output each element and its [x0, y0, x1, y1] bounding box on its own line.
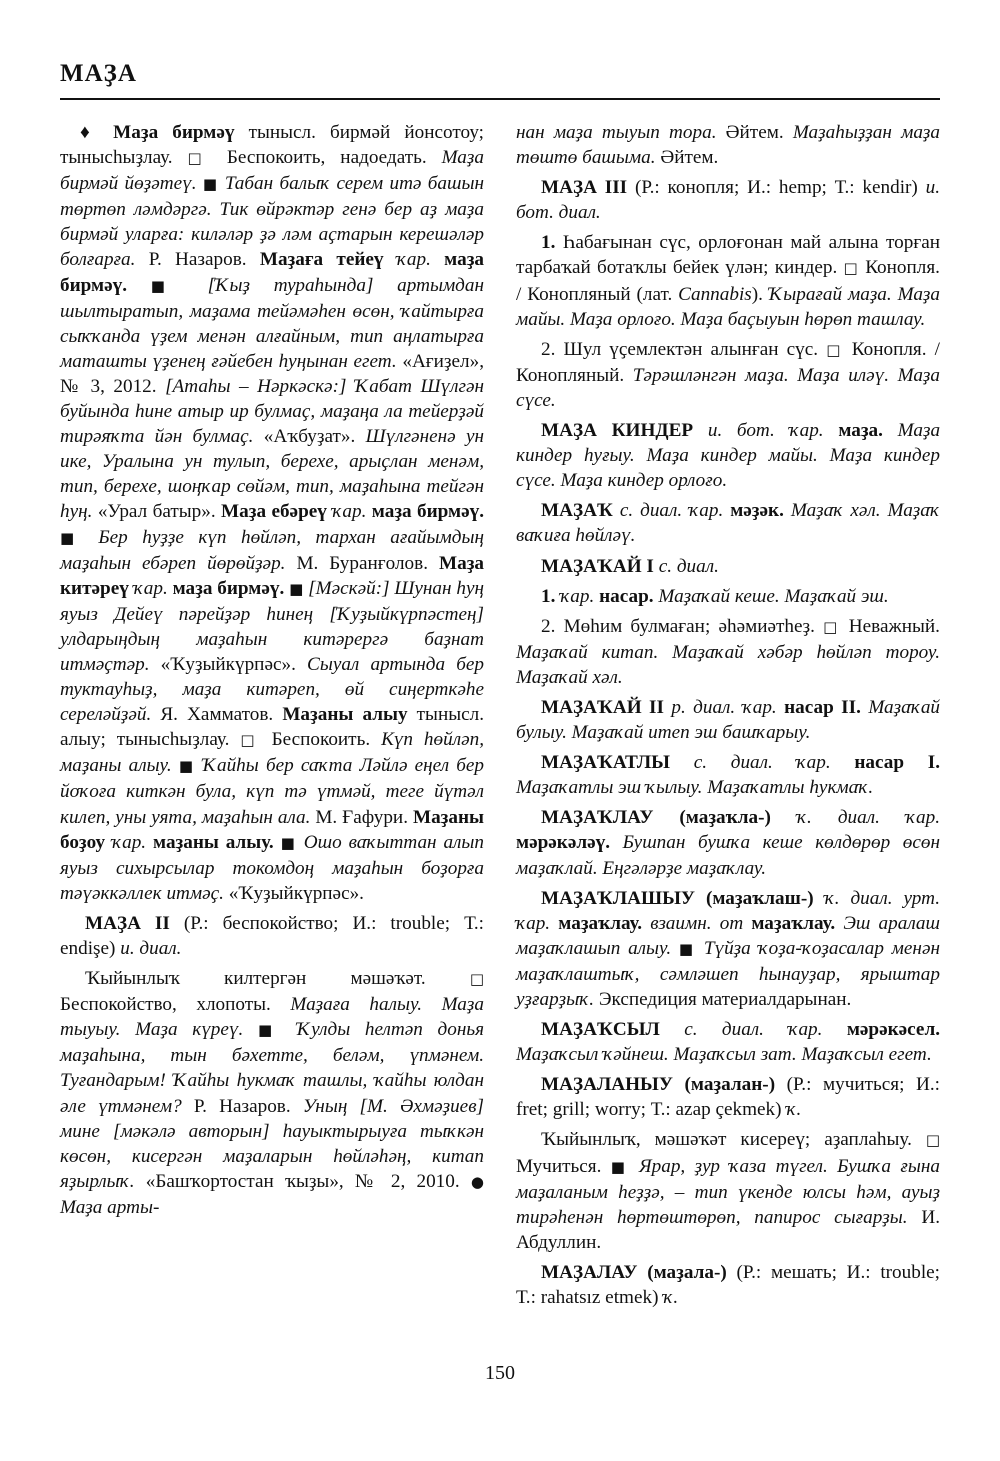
plain-text: [660, 1019, 684, 1040]
italic-text: ҡ. диал. урт. ҡар.: [516, 887, 940, 934]
italic-text: Маҙаға һалыу. Маҙа тыуыу. Маҙа күреү.: [60, 994, 484, 1041]
italic-text: Маҙаҡсыл ҡәйнеш. Маҙаҡсыл зат. Маҙаҡсыл егет.: [516, 1044, 932, 1066]
plain-text: Беспокойство, хлопоты.: [60, 994, 291, 1016]
headword: Маҙаға тейеү: [259, 249, 384, 271]
headword: 1.: [541, 232, 556, 254]
plain-text: [610, 832, 623, 853]
plain-text: Экспедиция материалдарынан.: [594, 989, 852, 1010]
italic-text: [Ҡыҙ тураһында] артымдан шылтыратып, маҙама тейәмәһен өсөн, ҡайтырға сыҡҡанда үҙем менән алғайным, тип аңлатырға маташты үҙенең ғәйебен һуңынан егет.: [60, 274, 485, 372]
plain-text: «Ҡуҙыйкүрпәс».: [223, 882, 364, 904]
example-marker-icon: ■: [178, 757, 196, 776]
italic-text: ҡ.: [786, 1099, 802, 1121]
plain-text: ).: [751, 283, 769, 305]
plain-text: [696, 938, 704, 959]
headword: маҙа бирмәү.: [172, 577, 285, 599]
italic-text: нан маҙа тыуып тора.: [516, 122, 717, 143]
italic-text: Маҙа бирмәй йөҙәтеү.: [60, 147, 484, 195]
dictionary-entry: [516, 1072, 940, 1122]
plain-text: Мучиться.: [516, 1155, 611, 1177]
headword: Маҙаны боҙоу: [60, 806, 484, 853]
header-rule: [60, 98, 940, 100]
dictionary-entry: [516, 498, 940, 548]
translation-marker-icon: □: [240, 731, 261, 750]
headword: МАҘАҠАЙ II: [541, 696, 664, 718]
dictionary-entry: [516, 695, 940, 745]
example-marker-icon: ■: [678, 939, 697, 958]
italic-text: с. диал. ҡар.: [619, 500, 724, 522]
plain-text: «Ҡуҙыйкүрпәс».: [149, 653, 308, 675]
plain-text: (Р.: мешать; И.: trouble; Т.: rahatsız etmek): [516, 1261, 940, 1309]
plain-text: [431, 249, 444, 270]
plain-text: [105, 832, 112, 853]
plain-text: [814, 888, 825, 909]
headword: МАҘА II: [85, 912, 170, 934]
plain-text: тынысл. алыу; тынысһыҙлау.: [60, 704, 484, 751]
plain-text: [146, 832, 153, 853]
italic-text: р. диал. ҡар.: [671, 696, 777, 718]
headword: МАҘАҠ: [541, 500, 613, 522]
headword: МАҘА III: [541, 177, 628, 199]
italic-text: Маҙаҡай булыу. Маҙаҡай итеп эш башҡарыу.: [516, 696, 941, 744]
example-marker-icon: ■: [150, 276, 184, 295]
headword: мәрәкәсел.: [846, 1019, 941, 1041]
plain-text: М. Буранғолов.: [285, 552, 439, 574]
headword: МАҘАҠАТЛЫ: [541, 752, 670, 774]
italic-text: Ҡайһы бер саҡта Ләйлә еңел бер йоҡоға киткән була, күп тә үтмәй, теге йүтәл килеп, уны уята, маҙаһын ала.: [60, 755, 485, 828]
italic-text: Маҙаҡ хәл. Маҙаҡ ваҡиға һөйләү.: [516, 500, 940, 547]
italic-text: Cannabis: [678, 283, 752, 305]
plain-text: Әйтем.: [655, 147, 719, 169]
dictionary-entry: [516, 614, 940, 690]
dictionary-entry: [516, 886, 940, 1012]
italic-text: и. бот. ҡар.: [707, 420, 824, 442]
italic-text: Бер һуҙҙе күп һөйләп, тархан ағайымдың маҙаһын ебәреп йөрөйҙәр.: [60, 526, 484, 574]
plain-text: [613, 500, 620, 521]
italic-text: Маҙаһыҙҙан маҙа төштө башыма.: [516, 122, 941, 169]
italic-text: и. диал.: [120, 938, 182, 959]
plain-text: М. Ғафури.: [310, 806, 413, 828]
plain-text: Неважный.: [840, 615, 940, 637]
plain-text: «Аҡбуҙат».: [253, 426, 366, 448]
italic-text: ҡ. диал. ҡар.: [796, 807, 940, 829]
italic-text: [Мәскәй:] Шунан һуң яуыз Дейеү пәрейҙәр һинең [Ҡуҙыйкүрпәстең] улдарыңдың маҙаһын китәрергә баҙнат итмәҫтәр.: [60, 577, 485, 675]
headword: мәҙәк.: [730, 500, 784, 522]
plain-text: [883, 420, 898, 441]
italic-text: Ҡырағай маҙа. Маҙа майы. Маҙа орлоғо. Маҙа баҫыуын һөрөп ташлау.: [516, 283, 940, 330]
italic-text: с. диал.: [658, 555, 719, 577]
dictionary-entry: [516, 337, 940, 413]
headword: маҙа бирмәү.: [371, 501, 485, 523]
dictionary-entry: [516, 418, 940, 493]
plain-text: Һабағынан сүс, орлоғонан май алына торған тарбаҡай ботаҡлы бейек үлән; киндер.: [516, 232, 940, 279]
plain-text: [172, 755, 179, 776]
example-marker-icon: ■: [280, 833, 297, 852]
headword: мәрәкәләү.: [516, 832, 611, 854]
plain-text: Р. Назаров.: [135, 249, 260, 271]
dictionary-entry: [516, 750, 940, 800]
plain-text: [630, 1156, 639, 1177]
plain-text: Беспокоить.: [260, 729, 382, 751]
plain-text: Р. Назаров.: [181, 1095, 303, 1117]
translation-marker-icon: □: [843, 259, 860, 278]
example-marker-icon: ■: [610, 1157, 630, 1176]
headword: Маҙаны алыу: [282, 704, 408, 726]
italic-text: Түйҙа ҡоҙа-ҡоҙасалар менән маҙаҡлаштыҡ, сәмләшеп һынауҙар, ярыштар уҙғарҙыҡ.: [516, 937, 940, 1010]
dictionary-entry: [516, 1260, 940, 1310]
headword: Маҙа китәреү: [60, 552, 484, 599]
plain-text: Конопля. / Конопляный.: [516, 338, 940, 386]
translation-marker-icon: □: [925, 1131, 940, 1150]
plain-text: [771, 807, 797, 828]
plain-text: «Башҡортостан ҡыҙы», № 2, 2010.: [134, 1170, 471, 1192]
right-column: [516, 120, 940, 1315]
italic-text: и. бот. диал.: [516, 177, 940, 224]
headword: МАҘАҠАЙ I: [541, 555, 654, 577]
plain-text: [693, 420, 708, 441]
italic-text: Шүлгәненә ун ике, Уралына ун тулып, берехе, арыҫлан менәм, тип, берехе, шоңҡар сөйәм, тип, маҙаһына тейгән һуң.: [60, 426, 484, 523]
headword: маҙа бирмәү.: [60, 249, 484, 296]
italic-text: Уның [М. Әхмәҙиев] мине [мәкәлә авторын] һауыктырыуға тыҡкән көсөн, кисергән маҙаларын һөйләһәң, китап яҙырлыҡ.: [60, 1095, 484, 1192]
dictionary-entry: [516, 584, 940, 609]
example-marker-icon: ■: [60, 528, 84, 547]
plain-text: Әйтем.: [716, 122, 793, 143]
plain-text: [670, 752, 694, 773]
plain-text: Я. Хамматов.: [151, 704, 283, 726]
headword: МАҘАҠСЫЛ: [541, 1019, 660, 1041]
headword: насар.: [599, 585, 654, 607]
dictionary-entry: [516, 120, 940, 170]
plain-text: [822, 1019, 846, 1040]
translation-marker-icon: □: [187, 149, 212, 168]
plain-text: [824, 420, 839, 441]
plain-text: 2. Шул үҫемлектән алынған сүс.: [541, 338, 827, 360]
plain-text: [243, 1019, 258, 1040]
italic-text: ҡар.: [332, 501, 367, 523]
italic-text: Маҙаҡай кеше. Маҙаҡай эш.: [658, 585, 889, 607]
italic-text: с. диал. ҡар.: [684, 1019, 823, 1041]
italic-text: взаимн. от: [650, 912, 744, 934]
dictionary-entry: [516, 230, 940, 331]
plain-text: (Р.: конопля; И.: hemp; Т.: kendir): [627, 177, 926, 199]
headword: МАҘАҠЛАШЫУ (маҙаҡлаш-): [541, 887, 814, 909]
italic-text: ҡар.: [396, 249, 431, 271]
plain-text: [84, 527, 98, 548]
plain-text: [671, 938, 679, 959]
italic-text: Сыуал артында бер туктауһыҙ, маҙа китәреп, өй сиңерткәһе сереләйҙәй.: [60, 653, 484, 726]
headword: насар I.: [854, 752, 940, 774]
plain-text: Беспокоить, надоедать.: [211, 147, 442, 169]
translation-marker-icon: □: [823, 617, 841, 636]
translation-marker-icon: □: [469, 970, 484, 989]
italic-text: Ошо ваҡыттан алып яуыз сихырсылар токомдоң маҙаһын боҙорға тәүәккәллек итмәҫ.: [60, 831, 484, 904]
plain-text: (Р.: мучиться; И.: fret; grill; worry; Т.: azap çekmek): [516, 1074, 940, 1121]
page-number: 150: [485, 1362, 515, 1384]
translation-marker-icon: □: [826, 340, 844, 359]
headword: 1.: [541, 585, 556, 607]
plain-text: Конопля. / Конопляный (лат.: [516, 257, 940, 305]
dictionary-entry: [60, 966, 484, 1220]
headword: маҙаҡлау.: [751, 912, 836, 934]
example-marker-icon: ■: [202, 175, 219, 194]
plain-text: [184, 275, 208, 296]
dictionary-entry: [516, 175, 940, 225]
plain-text: (Р.: беспокойство; И.: trouble; Т.: endişe): [60, 912, 484, 959]
plain-text: Ҡыйынлыҡ килтергән мәшәҡәт.: [85, 968, 470, 990]
italic-text: Маҙа арты-: [60, 1196, 160, 1218]
italic-text: Ярар, ҙур ҡаза түгел. Бушҡа ғына маҙаланым һеҙҙә, – тип үкенде юлсы һәм, ауыҙ тирәһенән һөртөштөрөп, папирос сығарҙы.: [516, 1155, 940, 1228]
plain-text: [127, 275, 151, 296]
left-column: [60, 120, 484, 1225]
plain-text: 2. Мөһим булмаған; әһәмиәтһеҙ.: [541, 615, 824, 637]
plain-text: [384, 249, 397, 270]
plain-text: «Урал батыр».: [92, 501, 222, 523]
italic-text: Эш аралаш маҙаҡлашып алыу.: [516, 912, 941, 959]
plain-text: [274, 832, 281, 853]
headword: Маҙа ебәреү: [221, 501, 327, 523]
plain-text: тынысл. бирмәй йонсотоу; тынысһыҙлау.: [60, 122, 484, 169]
headword: насар II.: [784, 696, 861, 718]
italic-text: ҡар.: [560, 585, 595, 607]
running-head: МАҘА: [60, 60, 137, 87]
italic-text: с. диал. ҡар.: [693, 752, 831, 774]
plain-text: [282, 1019, 297, 1040]
dictionary-entry: [60, 120, 484, 906]
example-marker-icon: ■: [289, 579, 304, 598]
italic-text: Маҙаҡатлы эш ҡылыу. Маҙаҡатлы һукмаҡ.: [516, 777, 874, 799]
plain-text: «Ағиҙел», № 3, 2012.: [60, 350, 484, 397]
example-marker-icon: ●: [470, 1172, 484, 1191]
plain-text: [784, 500, 791, 521]
italic-text: Маҙа киндер һуғыу. Маҙа киндер майы. Маҙа киндер сүсе. Маҙа киндер орлоғо.: [516, 420, 941, 492]
headword: маҙаны алыу.: [153, 831, 274, 853]
plain-text: Ҡыйынлыҡ, мәшәҡәт кисереү; аҙаплаһыу.: [541, 1129, 926, 1151]
plain-text: [831, 752, 855, 773]
italic-text: [Атаһы – Нәркәскә:] Ҡабат Шүлгән буйында һине атыр ир булмаҫ, маҙаңа ла тейерҙәй тирәяҡта йән булмаҫ.: [60, 375, 484, 448]
italic-text: ҡ.: [663, 1287, 679, 1309]
headword: МАҘАҠЛАУ (маҙаҡла-): [541, 807, 771, 829]
italic-text: Тәрәшләнгән маҙа. Маҙа иләү. Маҙа сүсе.: [516, 364, 940, 411]
headword: маҙа.: [838, 420, 883, 442]
dictionary-entry: [516, 554, 940, 579]
headword: МАҘА КИНДЕР: [541, 420, 694, 442]
dictionary-entry: [516, 1017, 940, 1067]
headword: МАҘАЛАНЫУ (маҙалан-): [541, 1074, 776, 1096]
italic-text: Маҙаҡай китап. Маҙаҡай хәбәр һөйләп тороу. Маҙаҡай хәл.: [516, 641, 940, 688]
headword: МАҘАЛАУ (маҙала-): [541, 1261, 727, 1283]
italic-text: Ҡулды һелтәп донья маҙаһына, тын бәхетте, белә​м, үпмәнем. Туғандарым! Ҡайһы һукмаҡ ташлы, ҡайһы юлдан әле үтмәнем?: [60, 1019, 484, 1117]
dictionary-entry: [60, 911, 484, 961]
plain-text: [777, 697, 784, 718]
italic-text: Күп һөйләп, маҙаны алыу.: [60, 729, 484, 777]
plain-text: [297, 832, 304, 853]
example-marker-icon: ■: [257, 1021, 283, 1040]
italic-text: ҡар.: [133, 577, 168, 599]
dictionary-entry: [516, 805, 940, 880]
plain-text: И. Абдуллин.: [516, 1206, 941, 1253]
headword: маҙаҡлау.: [558, 912, 643, 934]
italic-text: Табан балыҡ серем итә башын төртөп ләмдәргә. Тик өйрәктәр генә бер аҙ маҙа бирмәй уларға: киләләр ҙә ләм аҫтарын керешәләр болғарға.: [60, 173, 484, 271]
italic-text: ҡар.: [112, 831, 147, 853]
headword: ♦ Маҙа бирмәү: [80, 122, 235, 143]
plain-text: [195, 755, 202, 776]
italic-text: Бушпан бушҡа кеше көлдөрөр өсөн маҙаҡлай. Еңгәләрҙе маҙаҡлау.: [516, 832, 940, 879]
dictionary-entry: [516, 1127, 940, 1254]
